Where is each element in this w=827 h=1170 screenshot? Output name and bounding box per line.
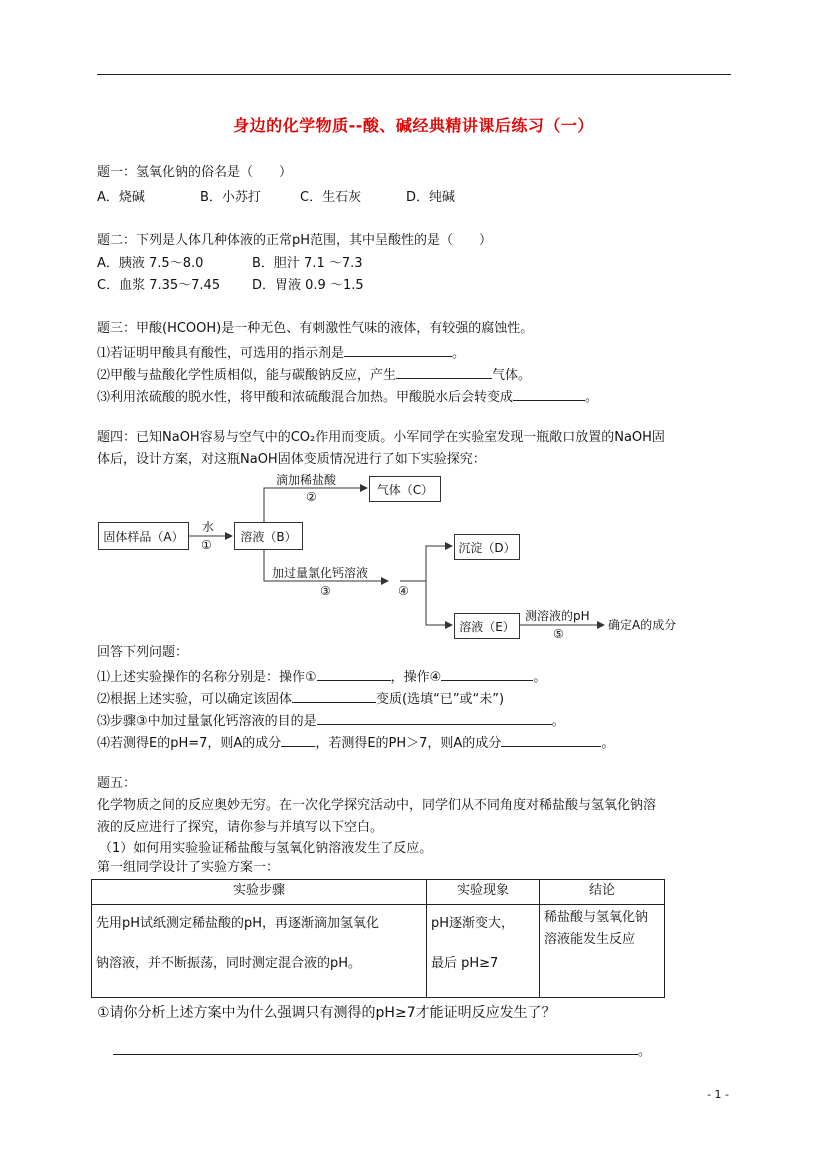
q4-answer1 (97, 666, 546, 687)
box-precipitate-d: 沉淀（D） (454, 534, 520, 560)
q4-blank-op1[interactable] (317, 666, 391, 681)
q4-answer-prompt: 回答下列问题： (97, 645, 189, 660)
q4-blank-ph7[interactable] (281, 732, 315, 747)
label-step5: ⑤ (553, 627, 564, 641)
q3-part3-end: 。 (585, 390, 599, 405)
label-measure-ph: 测溶液的pH (525, 609, 590, 623)
q5-label: 题五： (97, 776, 137, 791)
q4-answer2 (97, 688, 504, 709)
label-add-hcl: 滴加稀盐酸 (276, 473, 337, 487)
box-gas-c: 气体（C） (369, 476, 441, 502)
q4-a3-text: ⑶步骤③中加过量氯化钙溶液的目的是 (97, 714, 317, 729)
q4-blank-purpose[interactable] (317, 710, 552, 725)
q4-a1-end: 。 (533, 670, 547, 685)
label-step4: ④ (398, 584, 409, 598)
experiment-table (91, 879, 665, 998)
q2-option-a: A．胰液 7.5～8.0 (97, 256, 204, 271)
phenomenon-line2: 最后 pH≥7 (431, 956, 499, 971)
arrow-to-d (426, 546, 452, 581)
q3-part1-text: ⑴若证明甲酸具有酸性，可选用的指示剂是 (97, 346, 345, 361)
q1-option-a: A．烧碱 (97, 190, 145, 205)
header-conclusion: 结论 (540, 880, 665, 905)
q4-a1-mid: ，操作④ (390, 670, 442, 685)
q2-option-b: B．胆汁 7.1 ～7.3 (252, 256, 363, 271)
box-solution-b: 溶液（B） (234, 522, 303, 550)
q1-option-c: C．生石灰 (300, 190, 362, 205)
label-step3: ③ (320, 584, 331, 598)
q1-option-b: B．小苏打 (200, 190, 261, 205)
box-solution-e: 溶液（E） (454, 613, 520, 639)
q4-blank-op4[interactable] (441, 666, 533, 681)
arrow-to-e (426, 581, 452, 625)
q5-answer-line (113, 1040, 651, 1061)
q4-answer4 (97, 732, 614, 753)
q4-a2-end: 变质(选填“已”或“未”) (376, 692, 505, 707)
steps-line2: 钠溶液，并不断振荡，同时测定混合液的pH。 (96, 956, 362, 971)
table-row (92, 905, 665, 998)
header-phenomenon: 实验现象 (427, 880, 540, 905)
page-title: 身边的化学物质--酸、碱经典精讲课后练习（一） (233, 116, 594, 135)
cell-conclusion: 稀盐酸与氢氧化钠溶液能发生反应 (540, 905, 665, 998)
label-step2: ② (306, 490, 317, 504)
steps-line1: 先用pH试纸测定稀盐酸的pH，再逐渐滴加氢氧化 (96, 916, 380, 931)
cell-phenomenon (427, 905, 540, 998)
q4-blank-ph-gt7[interactable] (501, 732, 601, 747)
q5-part1: （1）如何用实验验证稀盐酸与氢氧化钠溶液发生了反应。 (99, 841, 433, 856)
q2-option-d: D．胃液 0.9 ～1.5 (252, 278, 364, 293)
q4-blank-deteriorated[interactable] (292, 688, 376, 703)
q3-part2-text: ⑵甲酸与盐酸化学性质相似，能与碳酸钠反应，产生 (97, 368, 397, 383)
q1-option-d: D．纯碱 (406, 190, 456, 205)
page-number: - 1 - (707, 1088, 729, 1101)
q4-a3-end: 。 (551, 714, 565, 729)
phenomenon-line1: pH逐渐变大， (431, 916, 515, 931)
box-solid-sample: 固体样品（A） (98, 522, 189, 550)
q3-part3-text: ⑶利用浓硫酸的脱水性，将甲酸和浓硫酸混合加热。甲酸脱水后会转变成 (97, 390, 514, 405)
q4-a4-mid: ，若测得E的PH＞7，则A的成分 (315, 736, 502, 751)
q4-stem-line1: 题四：已知NaOH容易与空气中的CO₂作用而变质。小军同学在实验室发现一瓶敞口放置的NaOH固 (97, 430, 665, 445)
q4-a2-text: ⑵根据上述实验，可以确定该固体 (97, 692, 293, 707)
q5-answer-end: 。 (638, 1044, 652, 1059)
q5-question: ①请你分析上述方案中为什么强调只有测得的pH≥7才能证明反应发生了？ (97, 1005, 556, 1021)
cell-steps (92, 905, 427, 998)
label-step1: ① (201, 538, 212, 552)
label-determine-a: 确定A的成分 (608, 618, 677, 632)
q4-answer3 (97, 710, 565, 731)
q3-part2-end: 气体。 (492, 368, 532, 383)
label-water: 水 (202, 520, 215, 534)
q3-part1-end: 。 (452, 346, 466, 361)
label-add-cacl2: 加过量氯化钙溶液 (272, 566, 369, 580)
q4-stem-line2: 体后，设计方案，对这瓶NaOH固体变质情况进行了如下实验探究： (97, 452, 486, 467)
q3-stem: 题三：甲酸(HCOOH)是一种无色、有刺激性气味的液体，有较强的腐蚀性。 (97, 321, 534, 336)
q2-option-c: C．血浆 7.35～7.45 (97, 278, 221, 293)
q5-group1: 第一组同学设计了实验方案一： (97, 860, 280, 875)
q5-answer-blank[interactable] (113, 1040, 638, 1055)
header-steps: 实验步骤 (92, 880, 427, 905)
table-header-row (92, 880, 665, 905)
q4-a1-text: ⑴上述实验操作的名称分别是：操作① (97, 670, 317, 685)
q5-intro-line2: 液的反应进行了探究，请你参与并填写以下空白。 (97, 820, 384, 835)
q1-stem: 题一：氢氧化钠的俗名是（ ） (97, 165, 293, 180)
q5-intro-line1: 化学物质之间的反应奥妙无穷。在一次化学探究活动中，同学们从不同角度对稀盐酸与氢氧化钠溶 (97, 798, 657, 813)
q2-stem: 题二：下列是人体几种体液的正常pH范围，其中呈酸性的是（ ） (97, 233, 493, 248)
q4-a4-text: ⑷若测得E的pH=7，则A的成分 (97, 736, 282, 751)
q4-a4-end: 。 (601, 736, 615, 751)
